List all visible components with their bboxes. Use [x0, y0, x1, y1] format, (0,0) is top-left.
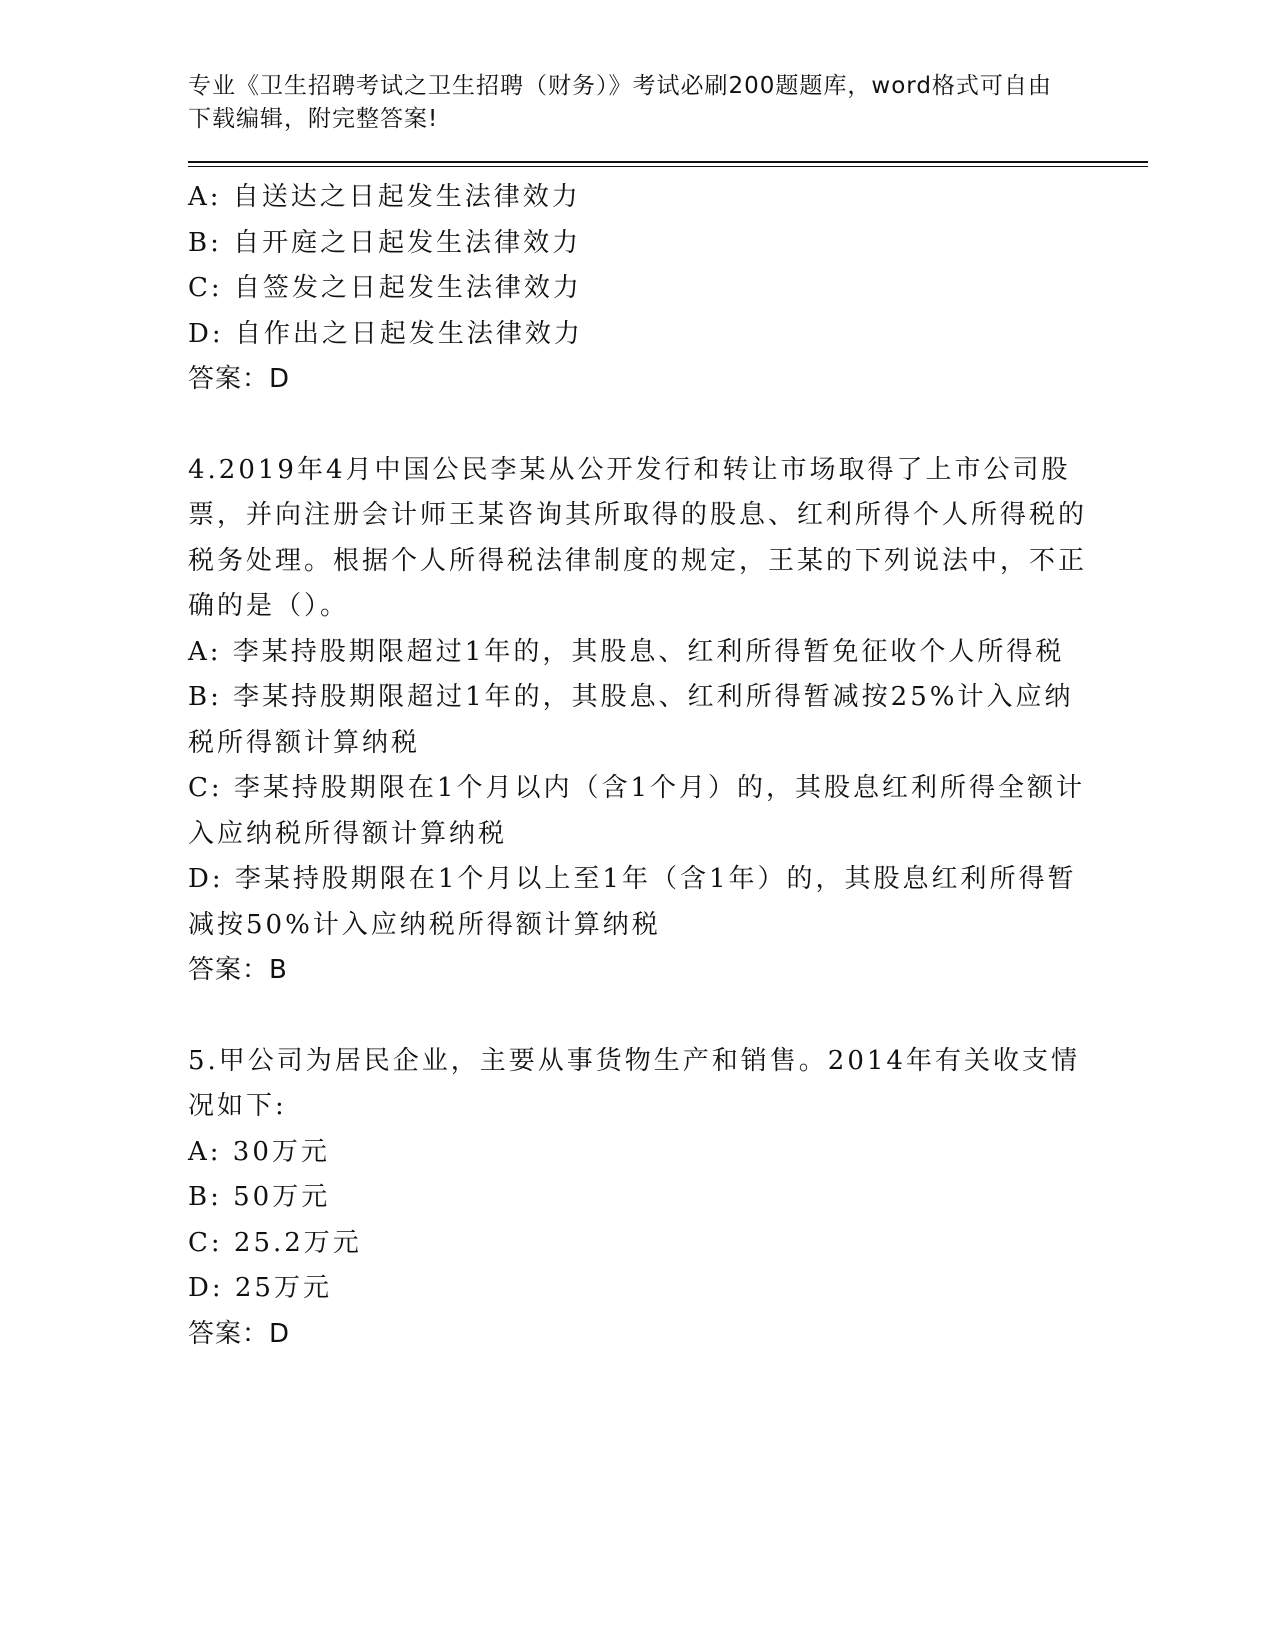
question-3 [188, 175, 1088, 403]
document-body [188, 175, 1088, 1357]
q3-answer: 答案：D [188, 364, 291, 394]
q4-answer: 答案：B [188, 955, 288, 985]
header-rule-thick [188, 161, 1148, 163]
q4-option-d: D: 李某持股期限在1个月以上至1年（含1年）的，其股息红利所得暂减按50%计入应纳税所得额计算纳税 [188, 864, 1077, 940]
q5-option-b: B: 50万元 [188, 1182, 331, 1212]
document-page [188, 70, 1148, 1357]
q3-option-b: B: 自开庭之日起发生法律效力 [188, 227, 582, 258]
q4-option-c: C: 李某持股期限在1个月以内（含1个月）的，其股息红利所得全额计入应纳税所得额计算纳税 [188, 773, 1086, 849]
q3-option-a: A: 自送达之日起发生法律效力 [188, 182, 581, 212]
q5-stem: 5.甲公司为居民企业，主要从事货物生产和销售。2014年有关收支情况如下: [188, 1045, 1080, 1121]
q5-option-d: D: 25万元 [188, 1273, 332, 1303]
document-header: 专业《卫生招聘考试之卫生招聘（财务）》考试必刷200题题库，word格式可自由下载编辑，附完整答案! [188, 73, 1052, 132]
q5-option-c: C: 25.2万元 [188, 1227, 362, 1258]
q5-option-a: A: 30万元 [188, 1136, 330, 1167]
q4-option-b: B: 李某持股期限超过1年的，其股息、红利所得暂减按25%计入应纳税所得额计算纳税 [188, 682, 1074, 758]
spacer [188, 994, 1088, 1039]
q4-option-a: A: 李某持股期限超过1年的，其股息、红利所得暂免征收个人所得税 [188, 636, 1065, 667]
q3-option-c: C: 自签发之日起发生法律效力 [188, 273, 582, 303]
question-5 [188, 1039, 1088, 1358]
q5-answer: 答案：D [188, 1318, 291, 1349]
question-4 [188, 448, 1088, 994]
q4-stem: 4.2019年4月中国公民李某从公开发行和转让市场取得了上市公司股票，并向注册会计师王某咨询其所取得的股息、红利所得个人所得税的税务处理。根据个人所得税法律制度的规定，王某的下列说法中，不正确的是（）。 [188, 454, 1088, 621]
q3-option-d: D: 自作出之日起发生法律效力 [188, 318, 583, 349]
header-rule-thin [188, 166, 1148, 167]
spacer [188, 403, 1088, 448]
